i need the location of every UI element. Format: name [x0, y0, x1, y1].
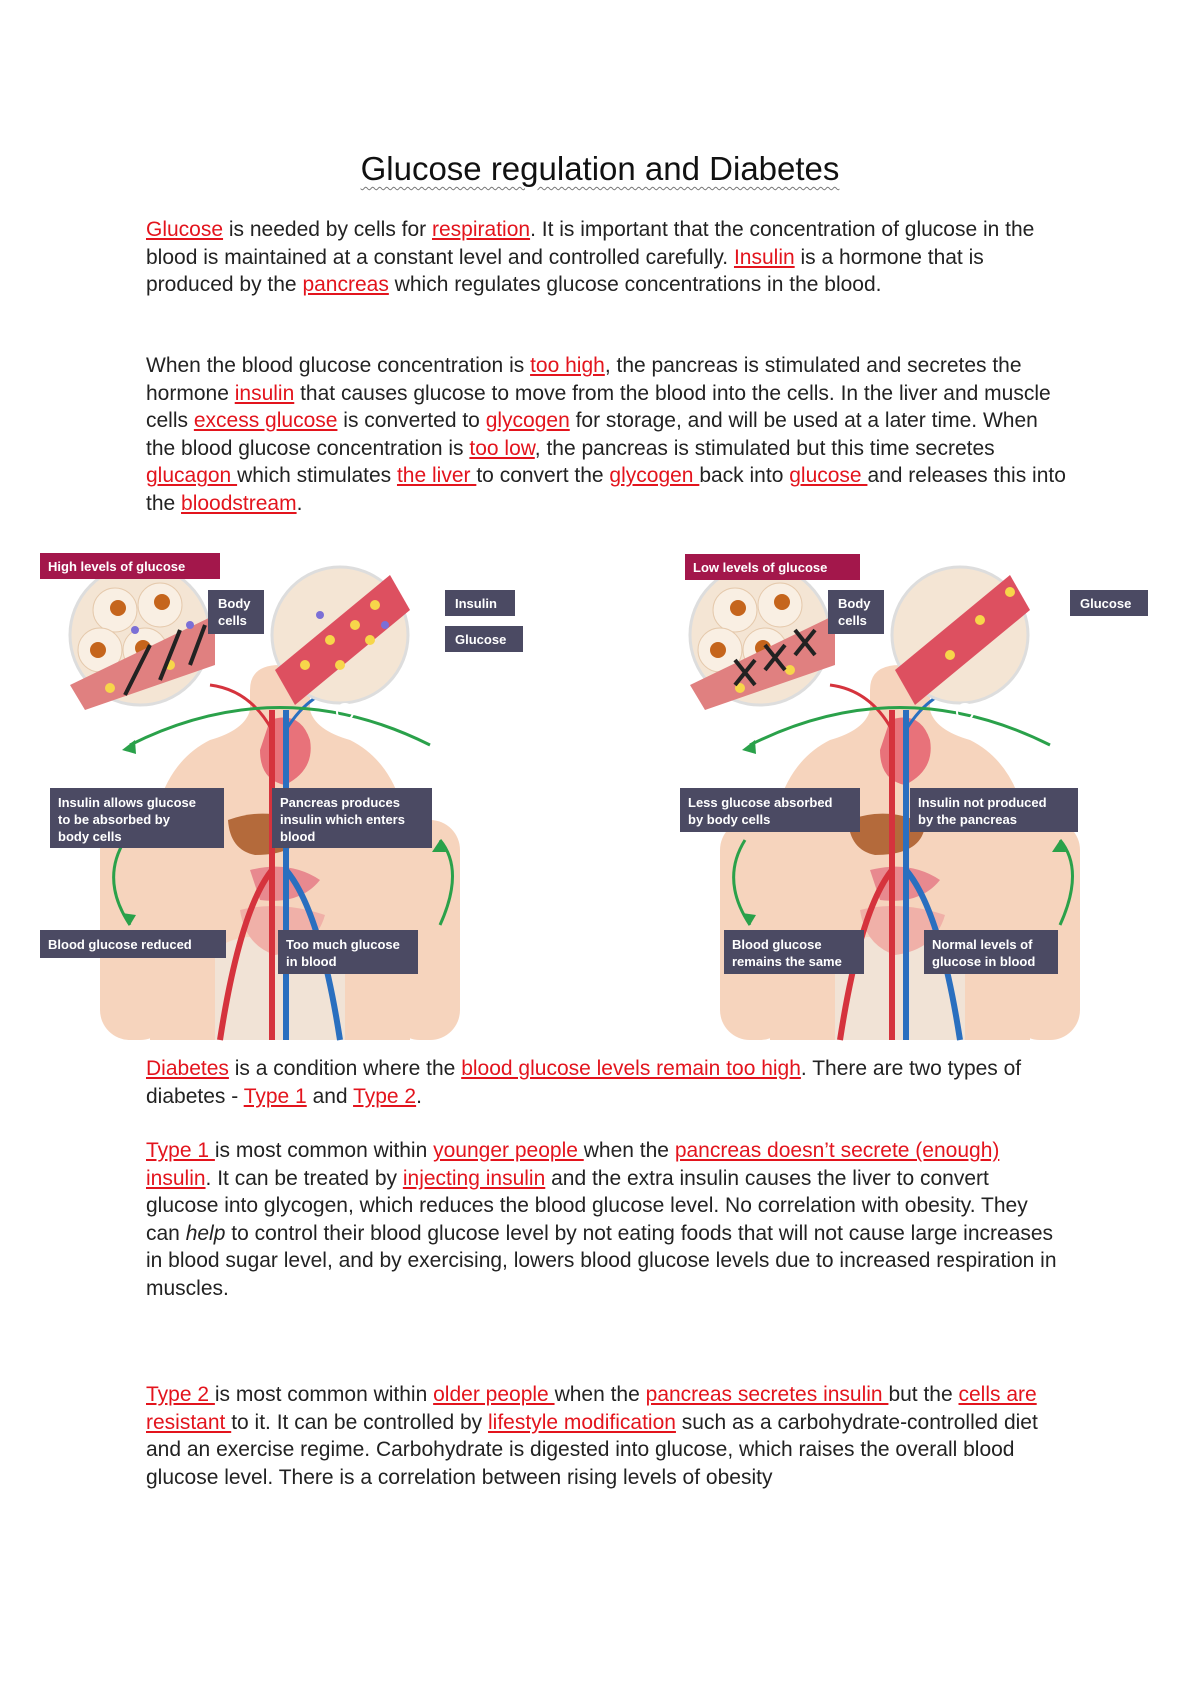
term-insulin: Insulin	[733, 245, 795, 269]
arrow-head	[122, 740, 136, 754]
term-the-liver: the liver	[396, 464, 477, 488]
low-glucose-diagram	[680, 560, 1150, 1045]
term-insulin-2: insulin	[234, 381, 295, 405]
regulation-paragraph: When the blood glucose concentration is too high, the pancreas is stimulated and secretes the hormone insulin that causes glucose to move from the blood into the cells. In the liver and muscle cells excess glucose is converted to glycogen for storage, and will be used at a later time. When the blood glucose concentration is too low, the pancreas is stimulated but this time secretes glucagon which stimulates the liver to convert the glycogen back into glucose and releases this into the bloodstream.	[146, 354, 1066, 515]
term-too-low: too low	[469, 436, 535, 460]
zoom-marker	[172, 704, 188, 720]
label-normal-levels: Normal levels of	[932, 937, 1033, 952]
label-blood-glucose-reduced: Blood glucose reduced	[48, 937, 192, 952]
svg-text:insulin which enters: insulin which enters	[280, 812, 405, 827]
term-older-people: older people	[433, 1383, 555, 1406]
term-glycogen: glycogen	[485, 409, 570, 433]
term-lifestyle-modification: lifestyle modification	[488, 1410, 676, 1434]
svg-text:by the pancreas: by the pancreas	[918, 812, 1017, 827]
label-pancreas-produces: Pancreas produces	[280, 795, 400, 810]
svg-text:to be absorbed by: to be absorbed by	[58, 812, 170, 827]
term-type-1-heading: Type 1	[146, 1139, 215, 1162]
term-diabetes: Diabetes	[146, 1057, 229, 1080]
arrow-head	[742, 740, 756, 754]
term-respiration: respiration	[432, 218, 531, 241]
label-body-cells: Body	[838, 596, 871, 611]
label-insulin: Insulin	[455, 596, 497, 611]
term-blood-glucose-high: blood glucose levels remain too high	[461, 1057, 801, 1080]
svg-text:blood: blood	[280, 829, 316, 844]
term-glucose: Glucose	[146, 218, 224, 241]
term-cells-resistant: cells are resistant	[146, 1383, 1037, 1434]
term-glucose-2: glucose	[789, 464, 868, 488]
term-pancreas: pancreas	[302, 273, 389, 297]
label-body-cells-2: cells	[838, 613, 867, 628]
term-type-1: Type 1	[243, 1084, 307, 1108]
term-glucagon: glucagon	[146, 464, 238, 488]
term-excess-glucose: excess glucose	[193, 409, 338, 433]
term-bloodstream: bloodstream	[181, 491, 297, 515]
term-pancreas-secretes-insulin: pancreas secretes insulin	[645, 1383, 889, 1406]
term-pancreas-doesnt-secrete: pancreas doesn’t secrete (enough) insulin	[146, 1139, 1000, 1190]
page-title: Glucose regulation and Diabetes	[360, 150, 840, 187]
term-type-2: Type 2	[353, 1084, 417, 1108]
svg-text:by body cells: by body cells	[688, 812, 771, 827]
term-younger-people: younger people	[433, 1139, 584, 1162]
label-less-glucose: Less glucose absorbed	[688, 795, 833, 810]
diabetes-paragraph: Diabetes is a condition where the blood glucose levels remain too high. There are two types of diabetes - Type 1 and Type 2.	[146, 1057, 1022, 1108]
label-too-much-glucose: Too much glucose	[286, 937, 400, 952]
label-glucose: Glucose	[455, 632, 507, 647]
svg-text:remains the same: remains the same	[732, 954, 842, 969]
label-insulin-not-produced: Insulin not produced	[918, 795, 1047, 810]
label-insulin-allows: Insulin allows glucose	[58, 795, 196, 810]
body-cells-magnifier	[70, 565, 215, 710]
term-too-high: too high	[530, 354, 605, 377]
type-1-paragraph: Type 1 is most common within younger people when the pancreas doesn’t secrete (enough) insulin. It can be treated by injecting insulin and the extra insulin causes the liver to convert glucose into glycogen, which reduces the blood glucose level. No correlation with obesity. They can help to control their blood glucose level by not eating foods that will not cause large increases in blood sugar level, and by exercising, lowers blood glucose levels due to increased respiration in muscles.	[146, 1139, 1057, 1300]
blood-vessel-magnifier	[892, 567, 1030, 705]
label-body-cells-2: cells	[218, 613, 247, 628]
label-blood-glucose-same: Blood glucose	[732, 937, 822, 952]
svg-text:body cells: body cells	[58, 829, 122, 844]
zoom-marker	[792, 704, 808, 720]
high-glucose-diagram	[40, 559, 530, 1045]
term-help: help	[185, 1221, 226, 1245]
svg-text:glucose in blood: glucose in blood	[932, 954, 1036, 969]
diagram-tag: Low levels of glucose	[693, 560, 828, 575]
blood-vessel-magnifier	[272, 567, 410, 705]
diagram-tag: High levels of glucose	[48, 559, 186, 574]
label-body-cells: Body	[218, 596, 251, 611]
term-injecting-insulin: injecting insulin	[402, 1166, 546, 1190]
term-glycogen-2: glycogen	[609, 464, 700, 488]
intro-paragraph: Glucose is needed by cells for respiration. It is important that the concentration of glucose in the blood is maintained at a constant level and controlled carefully. Insulin is a hormone that is produced by the pancreas which regulates glucose concentrations in the blood.	[146, 218, 1035, 297]
body-cells-magnifier	[690, 565, 835, 710]
svg-text:in blood: in blood	[286, 954, 337, 969]
label-glucose: Glucose	[1080, 596, 1132, 611]
type-2-paragraph: Type 2 is most common within older people when the pancreas secretes insulin but the cells are resistant to it. It can be controlled by lifestyle modification such as a carbohydrate-controlled diet and an exercise regime. Carbohydrate is digested into glucose, which raises the overall blood glucose level. There is a correlation between rising levels of obesity	[146, 1383, 1038, 1489]
term-type-2-heading: Type 2	[146, 1383, 215, 1406]
